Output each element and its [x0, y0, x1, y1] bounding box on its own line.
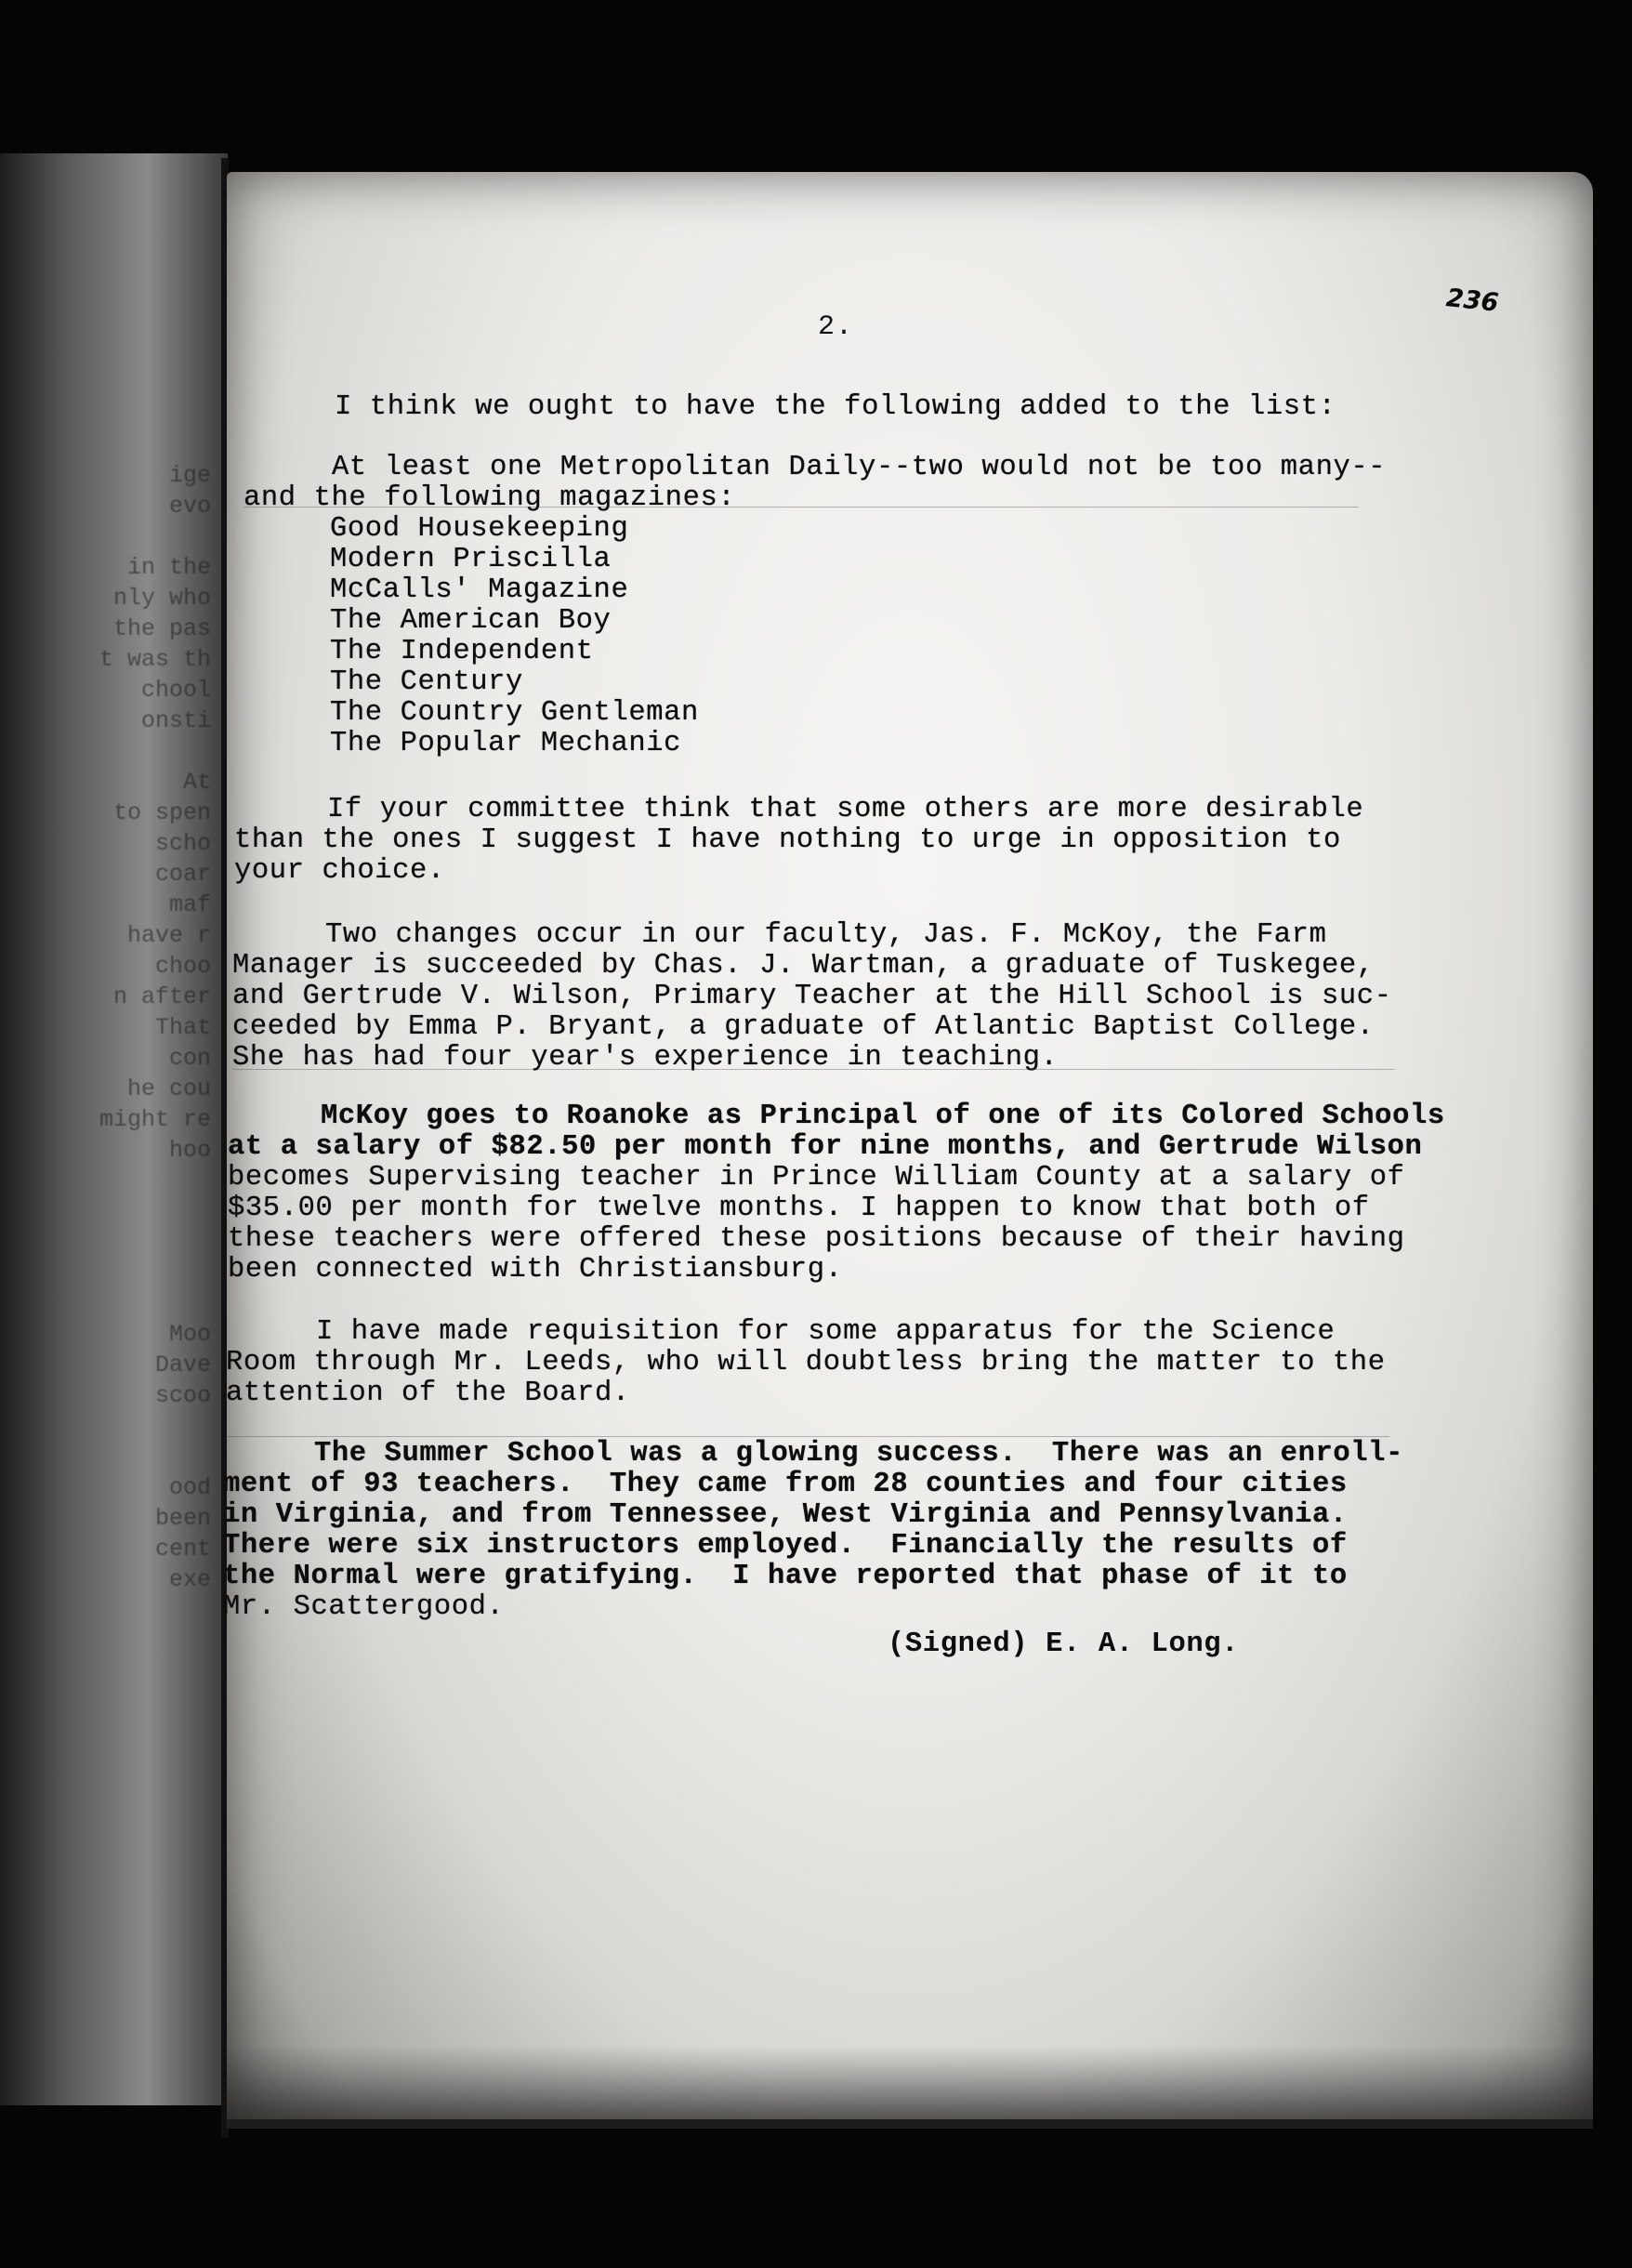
paragraph-7-line: ment of 93 teachers. They came from 28 counties and four cities	[223, 1469, 1348, 1500]
paragraph-4-line: and Gertrude V. Wilson, Primary Teacher at the Hill School is suc-	[232, 981, 1392, 1012]
page-number: 2.	[818, 311, 854, 343]
paragraph-3-line: your choice.	[234, 855, 445, 887]
paragraph-2-line-2: and the following magazines:	[243, 482, 736, 514]
magazine-item: The Independent	[330, 636, 594, 667]
magazine-item: The Century	[330, 666, 523, 698]
paragraph-7-line: There were six instructors employed. Financially the results of	[223, 1530, 1348, 1562]
previous-page-text: ige evo in the nly who the pas t was th chool onsti At to spen scho coar maf have r choo n after That con he cou might re hoo Moo Dave scoo ood been cent exe	[99, 462, 211, 1593]
paragraph-6-line: Room through Mr. Leeds, who will doubtless bring the matter to the	[226, 1347, 1386, 1378]
paragraph-5-line: these teachers were offered these positions because of their having	[228, 1223, 1405, 1255]
paragraph-3-line: If your committee think that some others are more desirable	[327, 794, 1364, 825]
paragraph-4-line: ceeded by Emma P. Bryant, a graduate of Atlantic Baptist College.	[232, 1011, 1375, 1043]
stamped-folio-number: 236	[1444, 284, 1500, 318]
paragraph-5-line: $35.00 per month for twelve months. I happen to know that both of	[228, 1193, 1370, 1224]
paragraph-2-line-1: At least one Metropolitan Daily--two would not be too many--	[332, 452, 1387, 483]
paragraph-1: I think we ought to have the following added to the list:	[335, 391, 1336, 423]
paragraph-4-line: Two changes occur in our faculty, Jas. F. McKoy, the Farm	[325, 919, 1327, 951]
page-bottom-shade	[227, 2045, 1593, 2129]
paragraph-7-line: the Normal were gratifying. I have reported that phase of it to	[223, 1561, 1348, 1592]
paragraph-4-line: Manager is succeeded by Chas. J. Wartman, a graduate of Tuskegee,	[232, 950, 1375, 982]
paragraph-5-line: McKoy goes to Roanoke as Principal of one of its Colored Schools	[321, 1101, 1445, 1132]
magazine-item: The Country Gentleman	[330, 697, 699, 729]
magazine-item: Good Housekeeping	[330, 513, 629, 545]
paragraph-5-line: becomes Supervising teacher in Prince William County at a salary of	[228, 1162, 1405, 1193]
scan-rule-line	[228, 1436, 1389, 1437]
paragraph-7-line: in Virginia, and from Tennessee, West Virginia and Pennsylvania.	[223, 1499, 1348, 1531]
magazine-item: McCalls' Magazine	[330, 574, 629, 606]
magazine-item: The American Boy	[330, 605, 612, 637]
paragraph-5-line: at a salary of $82.50 per month for nine months, and Gertrude Wilson	[228, 1131, 1423, 1163]
paragraph-5-line: been connected with Christiansburg.	[228, 1254, 843, 1286]
paragraph-6-line: I have made requisition for some apparatus for the Science	[316, 1316, 1336, 1348]
scan-rule-line	[232, 1069, 1394, 1070]
paragraph-4-line: She has had four year's experience in teaching.	[232, 1042, 1059, 1074]
scan-rule-line	[243, 507, 1359, 508]
magazine-item: Modern Priscilla	[330, 544, 612, 575]
paragraph-3-line: than the ones I suggest I have nothing to urge in opposition to	[234, 824, 1341, 856]
paragraph-7-line: Mr. Scattergood.	[223, 1591, 505, 1623]
magazine-item: The Popular Mechanic	[330, 728, 682, 759]
previous-page-edge	[0, 153, 228, 2105]
paragraph-6-line: attention of the Board.	[226, 1378, 630, 1409]
paragraph-7-line: The Summer School was a glowing success. There was an enroll-	[314, 1438, 1403, 1470]
signature: (Signed) E. A. Long.	[888, 1628, 1240, 1660]
